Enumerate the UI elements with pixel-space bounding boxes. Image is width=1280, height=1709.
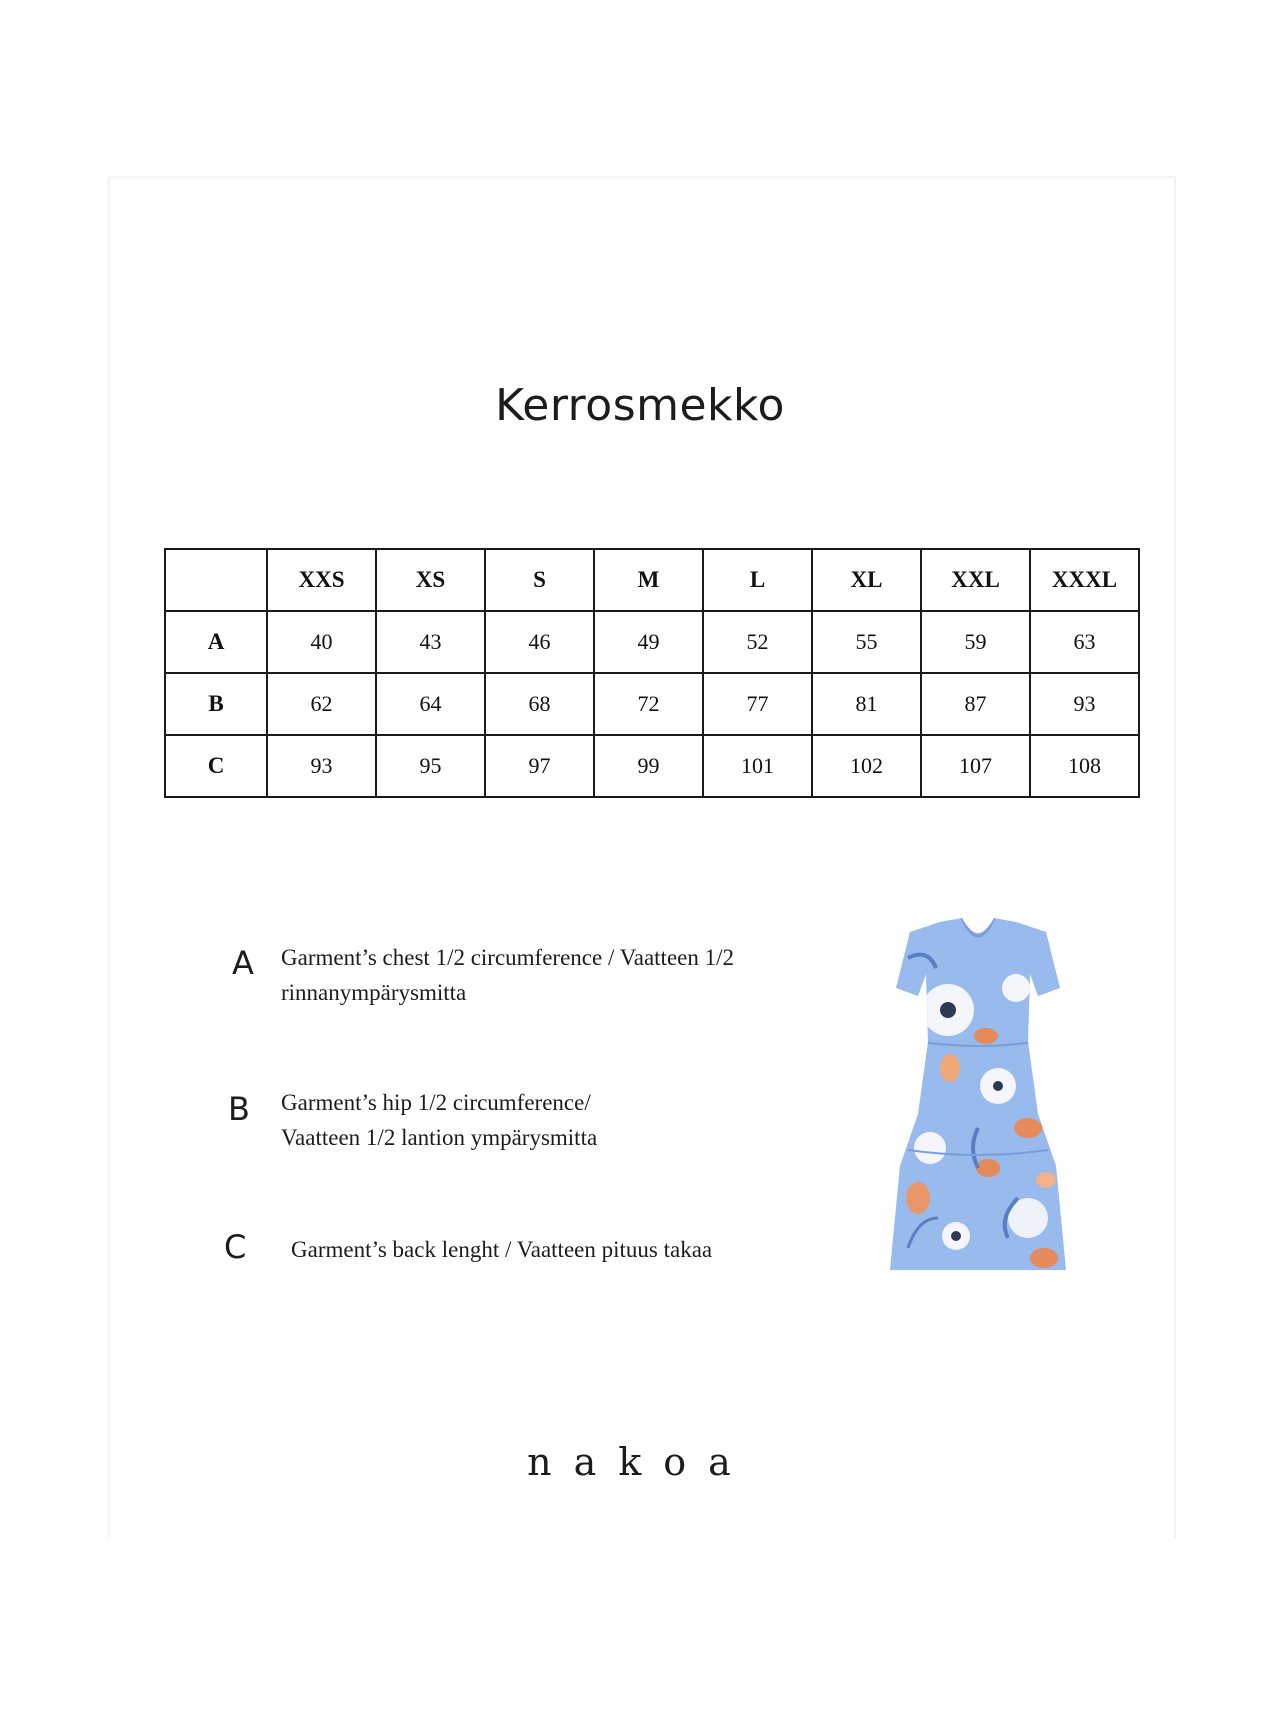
row-label: C <box>165 735 267 797</box>
size-header: XL <box>812 549 921 611</box>
row-label: A <box>165 611 267 673</box>
table-cell: 99 <box>594 735 703 797</box>
table-cell: 72 <box>594 673 703 735</box>
page-title: Kerrosmekko <box>495 380 785 431</box>
dress-fabric <box>878 918 1078 1274</box>
table-corner-cell <box>165 549 267 611</box>
size-header: M <box>594 549 703 611</box>
table-cell: 81 <box>812 673 921 735</box>
legend-text-c-line1: Garment’s back lenght / Vaatteen pituus takaa <box>291 1237 713 1262</box>
table-cell: 64 <box>376 673 485 735</box>
size-header: S <box>485 549 594 611</box>
table-cell: 43 <box>376 611 485 673</box>
dress-image <box>878 918 1078 1274</box>
table-cell: 93 <box>1030 673 1139 735</box>
table-cell: 101 <box>703 735 812 797</box>
table-cell: 55 <box>812 611 921 673</box>
legend-letter-c: C <box>224 1228 247 1266</box>
row-label: B <box>165 673 267 735</box>
table-cell: 59 <box>921 611 1030 673</box>
table-cell: 93 <box>267 735 376 797</box>
table-cell: 46 <box>485 611 594 673</box>
table-cell: 52 <box>703 611 812 673</box>
legend-letter-b: B <box>228 1090 250 1128</box>
table-header-row <box>165 549 1139 611</box>
size-header: XXS <box>267 549 376 611</box>
table-cell: 87 <box>921 673 1030 735</box>
table-cell: 107 <box>921 735 1030 797</box>
legend-text-b <box>281 1085 597 1155</box>
table-cell: 108 <box>1030 735 1139 797</box>
brand-logo: nakoa <box>527 1440 753 1484</box>
legend-letter-a: A <box>232 944 254 982</box>
legend-text-a-line1: Garment’s chest 1/2 circumference / Vaatteen 1/2 <box>281 945 735 970</box>
size-header: XXXL <box>1030 549 1139 611</box>
table-cell: 97 <box>485 735 594 797</box>
table-cell: 95 <box>376 735 485 797</box>
size-table <box>164 548 1140 798</box>
legend-text-b-line2: Vaatteen 1/2 lantion ympärysmitta <box>281 1125 598 1150</box>
table-cell: 63 <box>1030 611 1139 673</box>
table-cell: 62 <box>267 673 376 735</box>
table-row <box>165 611 1139 673</box>
legend-text-c <box>291 1232 712 1267</box>
table-cell: 102 <box>812 735 921 797</box>
size-header: XS <box>376 549 485 611</box>
table-cell: 40 <box>267 611 376 673</box>
size-header: L <box>703 549 812 611</box>
table-cell: 77 <box>703 673 812 735</box>
table-row <box>165 735 1139 797</box>
table-cell: 49 <box>594 611 703 673</box>
legend-text-a <box>281 940 734 1010</box>
table-row <box>165 673 1139 735</box>
legend-text-a-line2: rinnanympärysmitta <box>281 980 467 1005</box>
table-cell: 68 <box>485 673 594 735</box>
legend-text-b-line1: Garment’s hip 1/2 circumference/ <box>281 1090 591 1115</box>
size-header: XXL <box>921 549 1030 611</box>
